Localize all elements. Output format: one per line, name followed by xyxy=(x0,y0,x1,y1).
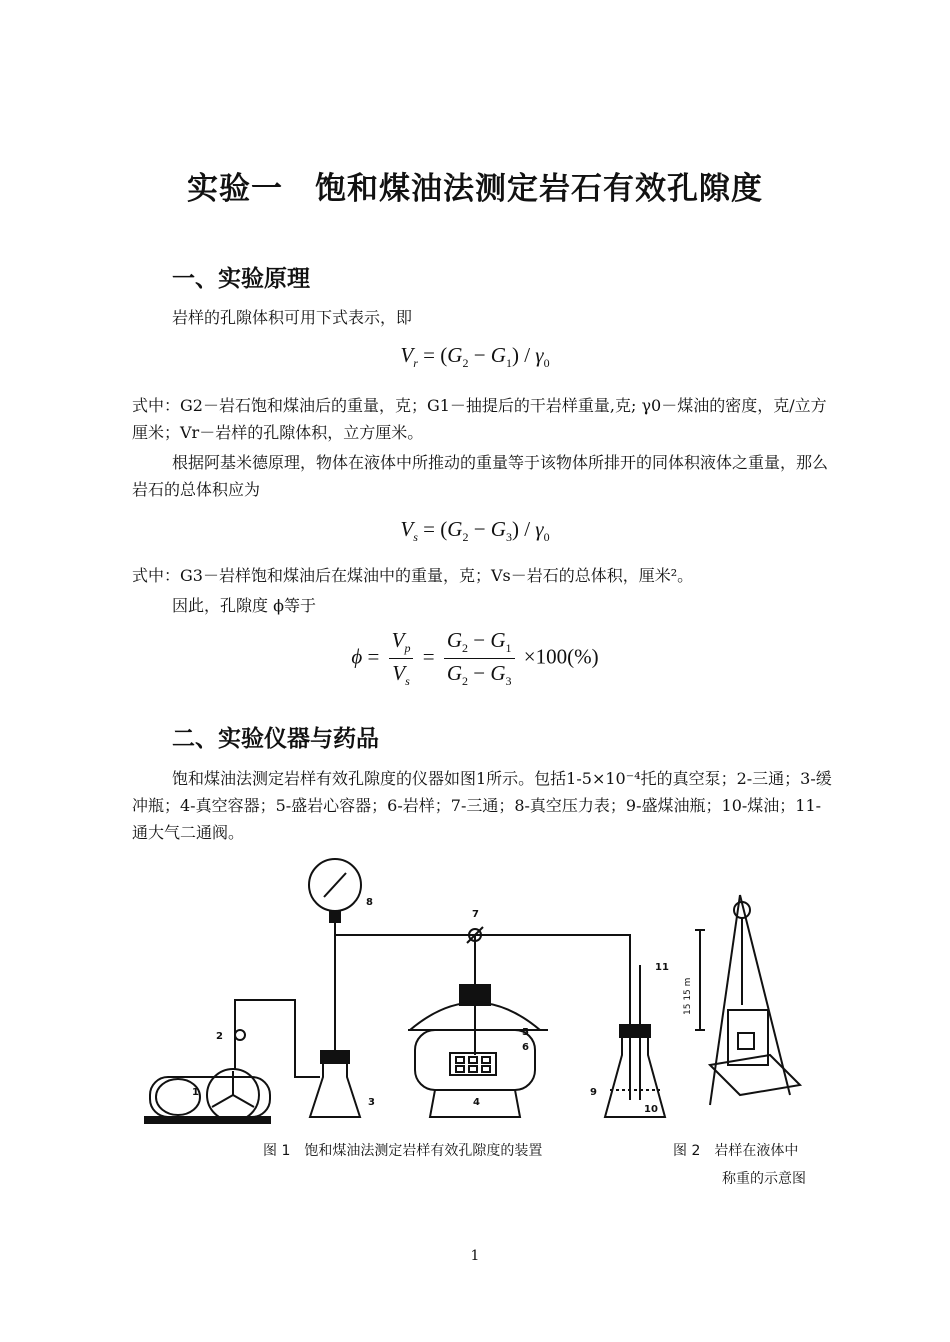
figure-2-caption-line1: 图 2 岩样在液体中 xyxy=(673,1143,799,1159)
paragraph-porosity-intro: 因此，孔隙度 ϕ等于 xyxy=(172,596,316,615)
formula-porosity: ϕ = $\frac{V_p}{V_s}$ = $\frac{G_2 - G_1}{G_2 - G_3}$ ×100(%) xyxy=(351,628,599,689)
section-heading-principle: 一、实验原理 xyxy=(172,266,310,292)
formula-pore-volume: $V_r = (G_2 - G_1) / \gamma_0$ xyxy=(400,343,550,371)
formula-bulk-volume: $V_s = (G_2 - G_3) / \gamma_0$ xyxy=(400,517,550,545)
paragraph-intro: 岩样的孔隙体积可用下式表示，即 xyxy=(172,308,413,327)
vacuum-pump-drawing xyxy=(145,1069,270,1123)
page-title: 实验一 饱和煤油法测定岩石有效孔隙度 xyxy=(187,171,763,207)
figure-2-caption-line2: 称重的示意图 xyxy=(722,1171,806,1187)
label-8: 8 xyxy=(366,897,373,908)
label-6: 6 xyxy=(522,1042,529,1053)
page-number: 1 xyxy=(470,1248,480,1264)
scale-label: 15 15 m xyxy=(683,977,693,1015)
label-3: 3 xyxy=(368,1097,375,1108)
label-7: 7 xyxy=(472,909,479,920)
label-2: 2 xyxy=(216,1031,223,1042)
paragraph-definition-2: 式中：G3－岩样饱和煤油后在煤油中的重量，克；Vs－岩石的总体积，厘米²。 xyxy=(132,566,694,585)
label-10: 10 xyxy=(644,1104,658,1115)
paragraph-apparatus: 饱和煤油法测定岩样有效孔隙度的仪器如图1所示。包括1-5×10⁻⁴托的真空泵；2-三通；3-缓冲瓶；4-真空容器；5-盛岩心容器；6-岩样；7-三通；8-真空压力表；9-盛煤油瓶；10-煤油；11-通大气二通阀。 xyxy=(132,769,832,842)
section-heading-apparatus: 二、实验仪器与药品 xyxy=(172,726,379,752)
label-4: 4 xyxy=(473,1097,480,1108)
label-5: 5 xyxy=(522,1027,529,1038)
paragraph-definition-1: 式中：G2－岩石饱和煤油后的重量，克；G1－抽提后的干岩样重量,克; γ0－煤油的密度，克/立方厘米；Vr－岩样的孔隙体积，立方厘米。 xyxy=(132,396,827,442)
label-11: 11 xyxy=(655,962,669,973)
apparatus-figure xyxy=(130,855,830,1135)
label-9: 9 xyxy=(590,1087,597,1098)
label-1: 1 xyxy=(192,1087,199,1098)
figure-1-caption: 图 1 饱和煤油法测定岩样有效孔隙度的装置 xyxy=(263,1143,543,1159)
paragraph-archimedes: 根据阿基米德原理，物体在液体中所推动的重量等于该物体所排开的同体积液体之重量，那么岩石的总体积应为 xyxy=(132,453,829,499)
